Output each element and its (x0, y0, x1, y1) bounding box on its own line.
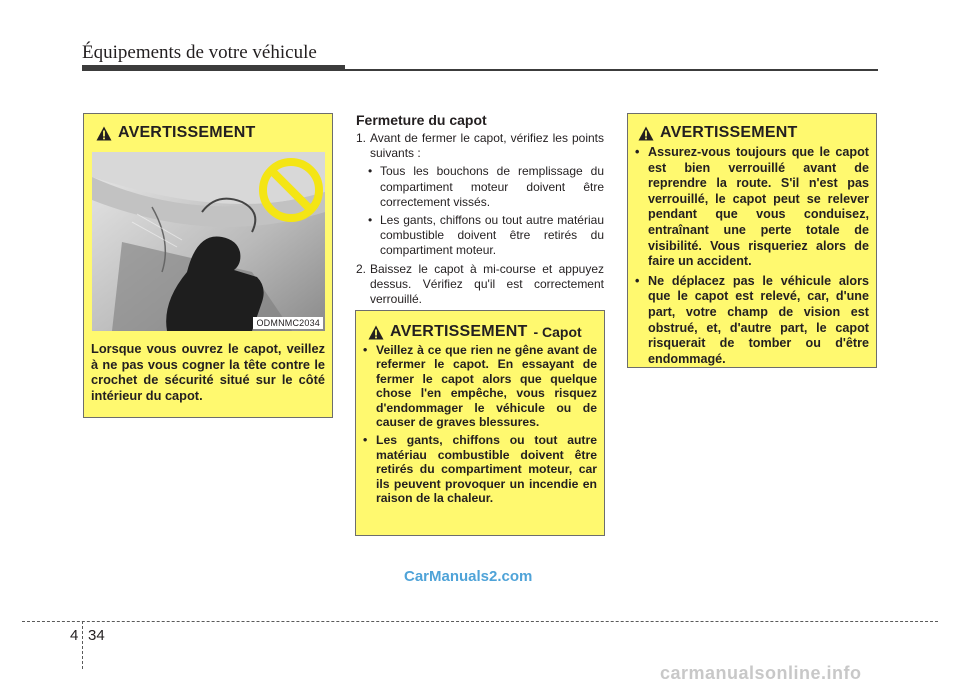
middle-warning-subtitle: - Capot (533, 324, 582, 340)
step-1-bullet-text: Les gants, chiffons ou tout autre matériau combustible doivent être retirés du compartiment moteur. (380, 213, 604, 258)
bullet-dot: • (363, 343, 368, 357)
left-warning-title: AVERTISSEMENT (118, 124, 256, 141)
hood-opening-illustration (92, 152, 325, 331)
step-1-bullet (368, 213, 604, 259)
list-item (635, 274, 869, 368)
bullet-dot: • (635, 145, 640, 159)
warning-triangle-icon (638, 126, 654, 141)
bullet-dot: • (363, 433, 368, 448)
left-warning-header (96, 124, 255, 142)
list-item (635, 145, 869, 270)
chapter-number: 4 (70, 627, 79, 644)
header-rule-thick (82, 65, 345, 71)
footer-rule (22, 621, 938, 622)
warning-item-text: Ne déplacez pas le véhicule alors que le capot est relevé, car, d'une part, votre champ de vision est obstrué, et, d'autre part, le capot risquerait de tomber ou d'être endommagé. (648, 273, 869, 366)
warning-triangle-icon (96, 126, 112, 141)
middle-warning-title: AVERTISSEMENT (390, 323, 528, 340)
left-warning-text: Lorsque vous ouvrez le capot, veillez à ne pas vous cogner la tête contre le crochet de sécurité situé sur le côté intérieur du capot. (91, 341, 325, 403)
warning-triangle-icon (368, 325, 384, 340)
middle-warning-header (368, 323, 582, 341)
step-1-bullet-text: Tous les bouchons de remplissage du compartiment moteur doivent être correctement vissés. (380, 164, 604, 209)
page-header-title: Équipements de votre véhicule (82, 42, 317, 63)
right-warning-header (638, 124, 797, 142)
middle-warning-list (363, 343, 597, 509)
step-1-text: Avant de fermer le capot, vérifiez les points suivants : (370, 131, 604, 161)
bullet-dot: • (368, 164, 373, 179)
step-2-number: 2. (356, 261, 367, 276)
list-item (363, 343, 597, 429)
bullet-dot: • (368, 213, 373, 228)
footer-divider (82, 621, 83, 669)
step-2-text: Baissez le capot à mi-course et appuyez dessus. Vérifiez qu'il est correctement verrouillé. (370, 261, 604, 307)
right-warning-title: AVERTISSEMENT (660, 124, 798, 141)
warning-item-text: Assurez-vous toujours que le capot est bien verrouillé avant de reprendre la route. S'il n'est pas verrouillé, le capot peut se relever pendant que vous conduisez, entraînant une perte totale de visibilité. Vous risqueriez alors de faire un accident. (648, 145, 869, 269)
procedure-text (356, 131, 604, 310)
right-warning-list (635, 145, 869, 371)
image-code-label: ODMNMC2034 (253, 317, 323, 329)
watermark-link[interactable]: CarManuals2.com (404, 568, 533, 585)
hood-illustration (92, 152, 325, 331)
page-number: 34 (88, 627, 105, 644)
warning-item-text: Les gants, chiffons ou tout autre matériau combustible doivent être retirés du compartiment moteur, car ils peuvent provoquer un incendie en raison de la chaleur. (376, 433, 597, 506)
warning-item-text: Veillez à ce que rien ne gêne avant de refermer le capot. En essayant de fermer le capot alors que quelque chose l'en empêche, vous risquez d'endommager le véhicule ou de causer de graves blessures. (376, 343, 597, 430)
step-1-number: 1. (356, 131, 367, 145)
step-1-bullet (368, 164, 604, 210)
list-item (363, 433, 597, 505)
step-1 (356, 131, 604, 161)
bullet-dot: • (635, 273, 640, 288)
section-title: Fermeture du capot (356, 112, 487, 128)
header-rule-thin (345, 69, 878, 71)
step-2 (356, 262, 604, 308)
watermark-bottom: carmanualsonline.info (660, 663, 862, 683)
